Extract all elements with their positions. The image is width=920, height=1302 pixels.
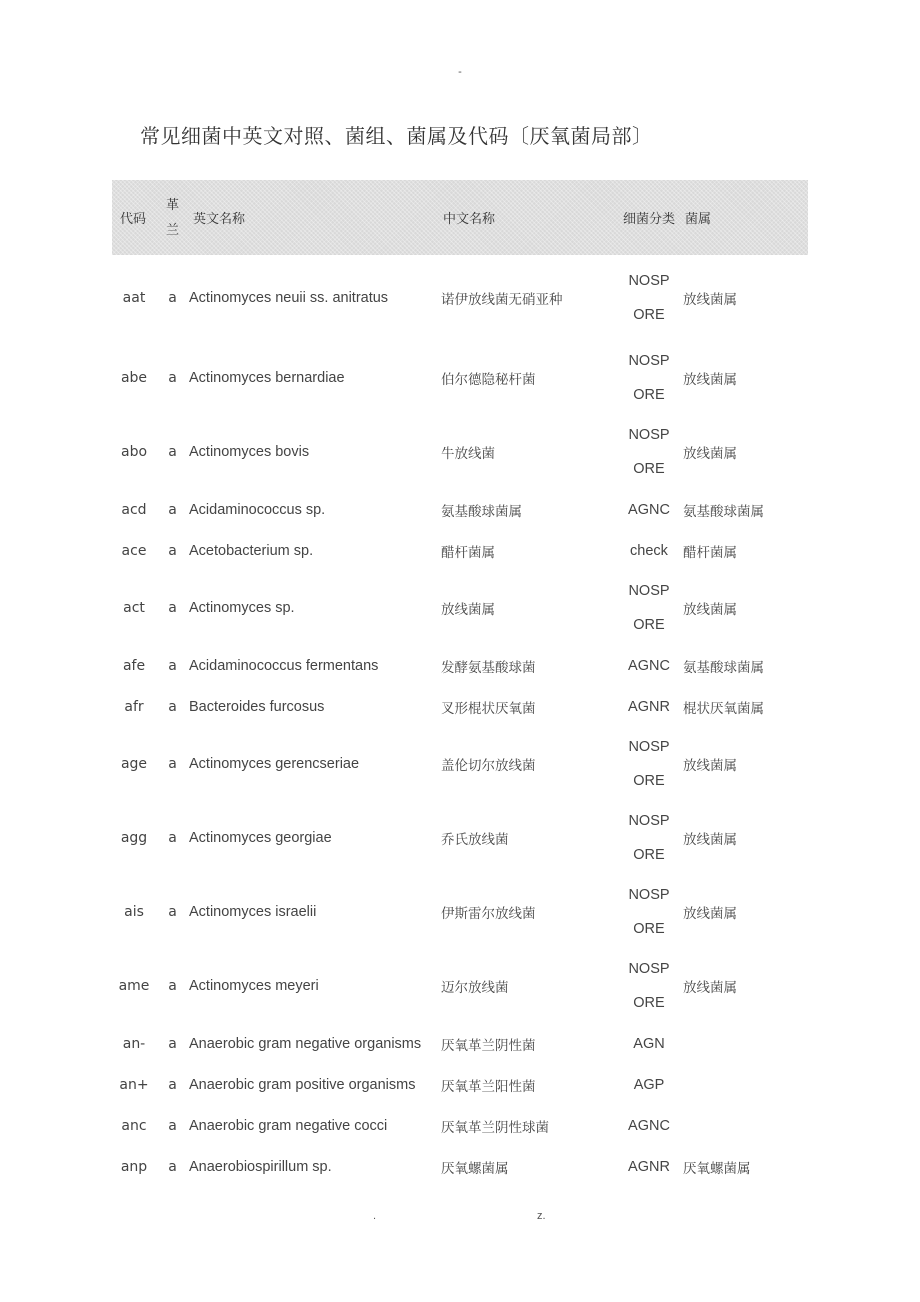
cell-classification [617,727,681,801]
cell-code: anc [121,1117,147,1134]
cell-chinese-name: 牛放线菌 [441,446,495,462]
cell-classification [617,571,681,645]
cell-gram: a [168,600,177,616]
cell-code: aat [122,290,146,306]
cell-code: acd [121,501,147,518]
cell-classification: check [630,542,668,559]
cell-gram: a [168,904,177,920]
cell-english-name: Actinomyces sp. [189,600,295,616]
classification-text: NOSPORE [628,583,670,633]
cell-classification: AGN [633,1035,665,1052]
cell-code: act [123,600,145,616]
cell-genus: 放线菌属 [683,980,737,996]
header-chinese-name: 中文名称 [443,212,496,227]
header-genus: 菌属 [685,212,712,227]
cell-chinese-name: 诺伊放线菌无硝亚种 [441,292,563,308]
cell-genus: 棍状厌氧菌属 [683,700,764,717]
table-row [112,571,808,645]
cell-genus: 放线菌属 [683,446,737,462]
cell-chinese-name: 伊斯雷尔放线菌 [441,906,536,922]
cell-code: agg [120,830,148,846]
cell-gram: a [168,370,177,386]
cell-genus: 厌氧螺菌属 [683,1160,751,1177]
table-row [112,686,808,727]
cell-gram: a [168,978,177,994]
table-row [112,530,808,571]
header-gram [156,180,189,255]
header-gram-text: 革兰 [165,197,179,238]
cell-english-name: Actinomyces israelii [189,904,317,920]
cell-gram: a [168,657,177,674]
cell-genus [681,1105,808,1146]
cell-classification: AGNR [628,698,670,715]
classification-text: NOSPORE [628,273,670,323]
cell-gram: a [168,698,177,715]
cell-code: ais [124,904,144,920]
table-row [112,949,808,1023]
table-row [112,489,808,530]
cell-gram: a [168,830,177,846]
cell-chinese-name: 叉形棍状厌氧菌 [441,700,536,717]
cell-english-name: Actinomyces meyeri [189,978,319,994]
cell-gram: a [168,1035,177,1052]
cell-chinese-name: 乔氏放线菌 [441,832,509,848]
cell-english-name: Actinomyces georgiae [189,830,332,846]
cell-genus: 醋杆菌属 [683,544,737,561]
cell-classification: AGNC [628,1117,670,1134]
cell-english-name: Actinomyces bovis [189,444,310,460]
footer-right-mark: z. [537,1210,546,1222]
bacteria-table-container [112,180,808,1187]
cell-chinese-name: 厌氧螺菌属 [441,1160,509,1177]
table-row [112,645,808,686]
cell-chinese-name: 厌氧革兰阳性菌 [441,1078,536,1095]
cell-classification [617,341,681,415]
cell-classification [617,875,681,949]
cell-chinese-name: 迈尔放线菌 [441,980,509,996]
page-title: 常见细菌中英文对照、菌组、菌属及代码〔厌氧菌局部〕 [140,124,653,148]
table-row [112,1064,808,1105]
cell-english-name: Anaerobic gram positive organisms [189,1076,416,1093]
table-row [112,801,808,875]
cell-english-name: Acetobacterium sp. [189,542,314,559]
cell-chinese-name: 发酵氨基酸球菌 [441,659,536,676]
cell-classification: AGNR [628,1158,670,1175]
cell-genus: 放线菌属 [683,832,737,848]
cell-classification [617,801,681,875]
classification-text: NOSPORE [628,739,670,789]
cell-genus: 放线菌属 [683,758,737,774]
classification-text: NOSPORE [628,887,670,937]
table-row [112,1023,808,1064]
cell-chinese-name: 伯尔德隐秘杆菌 [441,372,536,388]
cell-genus [681,1023,808,1064]
classification-text: NOSPORE [628,961,670,1011]
cell-code: afr [124,698,144,715]
cell-gram: a [168,1117,177,1134]
cell-chinese-name: 厌氧革兰阴性球菌 [441,1119,549,1136]
cell-genus: 放线菌属 [683,292,737,308]
cell-genus: 放线菌属 [683,372,737,388]
bacteria-table [112,180,808,1187]
cell-english-name: Actinomyces gerencseriae [189,756,360,772]
table-header-row [112,180,808,255]
cell-genus [681,1064,808,1105]
cell-code: ame [118,978,150,994]
cell-english-name: Acidaminococcus fermentans [189,657,379,674]
cell-classification: AGP [633,1076,665,1093]
cell-classification: AGNC [628,501,670,518]
cell-code: age [120,756,148,772]
cell-code: abo [120,444,148,460]
cell-english-name: Acidaminococcus sp. [189,501,326,518]
cell-code: abe [120,370,148,386]
cell-gram: a [168,1158,177,1175]
cell-english-name: Actinomyces neuii ss. anitratus [189,290,389,306]
cell-classification: AGNC [628,657,670,674]
table-row [112,415,808,489]
cell-gram: a [168,1076,177,1093]
cell-chinese-name: 厌氧革兰阴性菌 [441,1037,536,1054]
cell-gram: a [168,756,177,772]
table-row [112,255,808,341]
cell-genus: 放线菌属 [683,906,737,922]
cell-genus: 氨基酸球菌属 [683,503,764,520]
classification-text: NOSPORE [628,813,670,863]
classification-text: NOSPORE [628,353,670,403]
header-code: 代码 [120,212,147,227]
table-row [112,727,808,801]
table-row [112,875,808,949]
cell-classification [617,255,681,341]
table-row [112,1146,808,1187]
cell-chinese-name: 放线菌属 [441,602,495,618]
cell-genus: 氨基酸球菌属 [683,659,764,676]
cell-chinese-name: 盖伦切尔放线菌 [441,758,536,774]
cell-english-name: Anaerobic gram negative organisms [189,1035,422,1052]
cell-chinese-name: 醋杆菌属 [441,544,495,561]
cell-gram: a [168,501,177,518]
cell-code: an+ [119,1076,149,1093]
cell-code: anp [120,1158,148,1175]
cell-gram: a [168,444,177,460]
header-english-name: 英文名称 [193,212,246,227]
cell-code: ace [121,542,147,559]
cell-english-name: Actinomyces bernardiae [189,370,345,386]
cell-classification [617,949,681,1023]
cell-english-name: Anaerobic gram negative cocci [189,1117,388,1134]
page-mark-top: - [458,66,462,78]
cell-code: afe [122,657,146,674]
header-classification: 细菌分类 [622,212,675,227]
cell-classification [617,415,681,489]
cell-english-name: Bacteroides furcosus [189,698,325,715]
footer-left-mark: . [373,1210,377,1222]
cell-chinese-name: 氨基酸球菌属 [441,503,522,520]
cell-code: an- [122,1035,146,1052]
table-body [112,255,808,1187]
cell-genus: 放线菌属 [683,602,737,618]
cell-gram: a [168,542,177,559]
cell-english-name: Anaerobiospirillum sp. [189,1158,332,1175]
classification-text: NOSPORE [628,427,670,477]
cell-gram: a [168,290,177,306]
table-row [112,1105,808,1146]
table-row [112,341,808,415]
